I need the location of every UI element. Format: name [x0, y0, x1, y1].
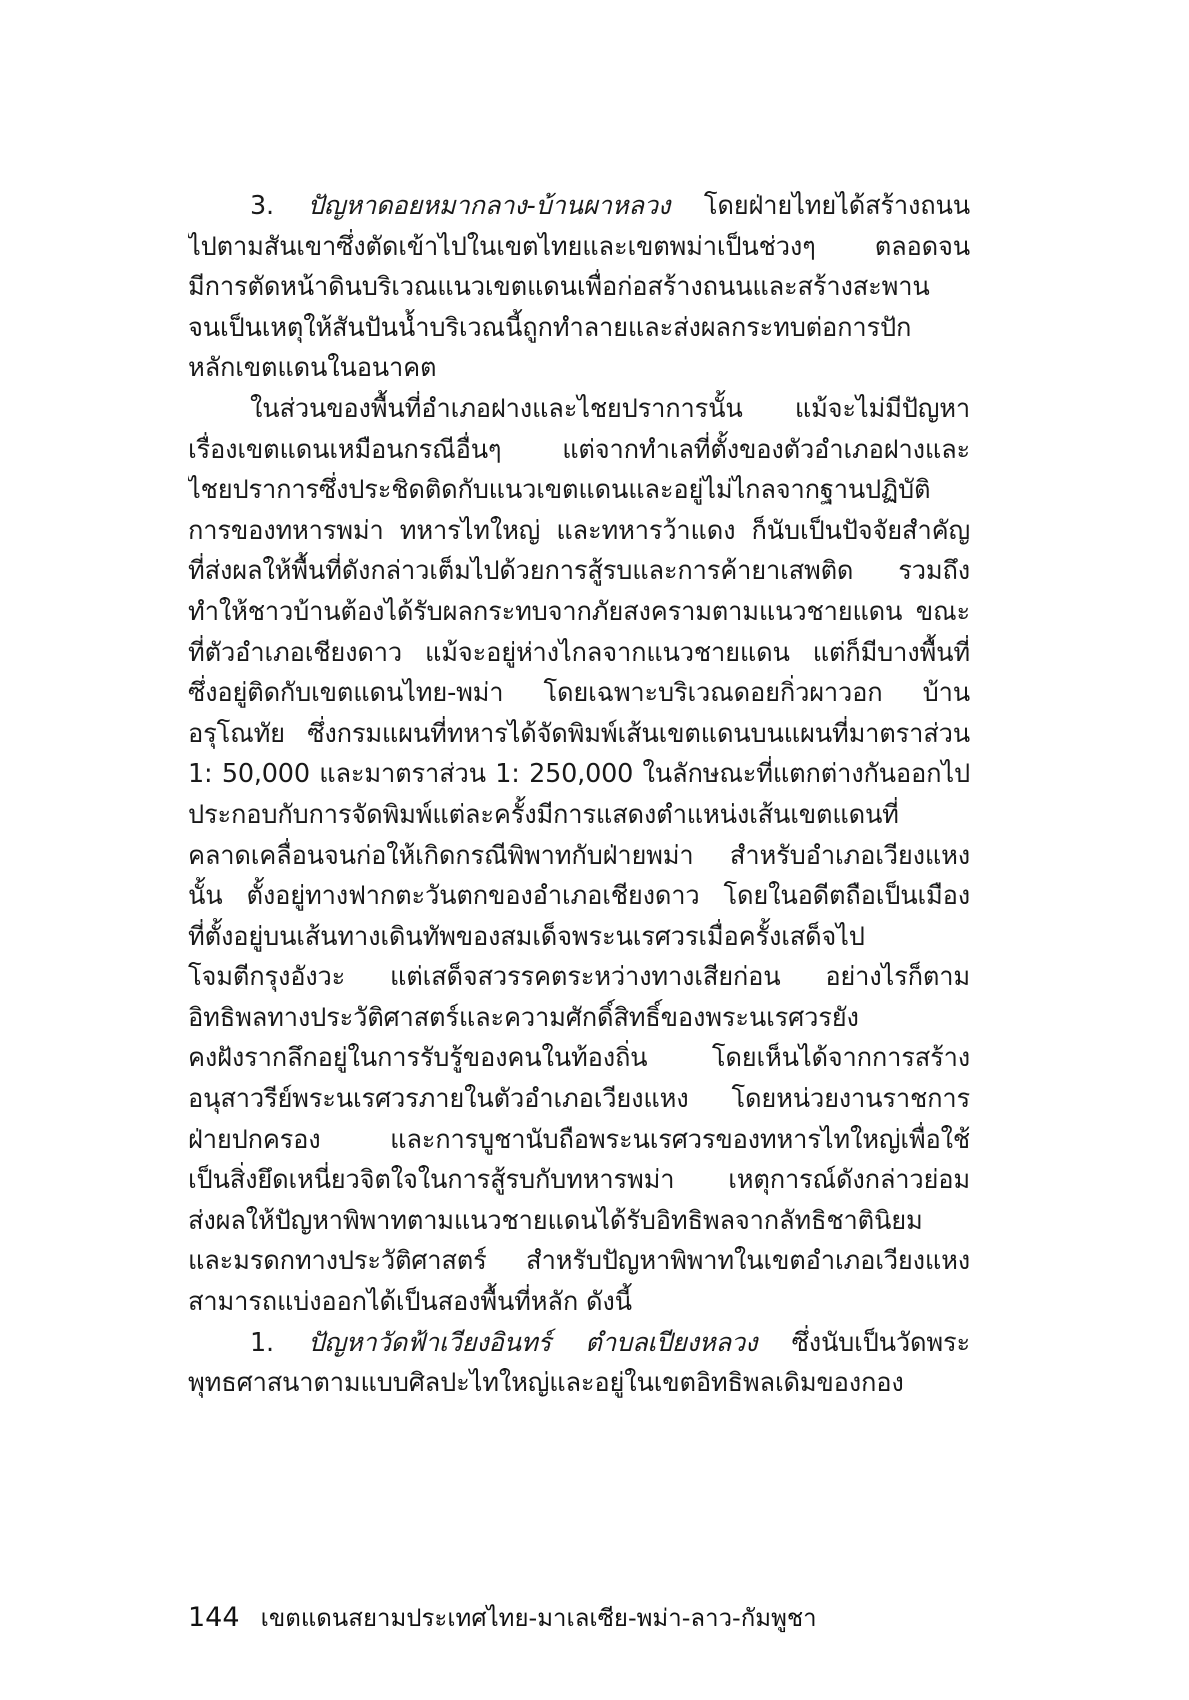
- text-line: 1: 50,000 และมาตราส่วน 1: 250,000 ในลักษณะที่แตกต่างกันออกไป: [188, 759, 970, 790]
- text-line: นั้น ตั้งอยู่ทางฟากตะวันตกของอำเภอเชียงดาว โดยในอดีตถือเป็นเมือง: [188, 881, 970, 912]
- text-line: หลักเขตแดนในอนาคต: [188, 353, 437, 384]
- text-fragment: ซึ่งนับเป็นวัดพระ: [791, 1327, 970, 1358]
- body-text: [188, 186, 970, 1404]
- text-line: [188, 1323, 970, 1364]
- text-line: ที่ตั้งอยู่บนเส้นทางเดินทัพของสมเด็จพระนเรศวรเมื่อครั้งเสด็จไป: [188, 921, 865, 952]
- text-line: [188, 186, 970, 227]
- text-line: คลาดเคลื่อนจนก่อให้เกิดกรณีพิพาทกับฝ่ายพม่า สำหรับอำเภอเวียงแหง: [188, 840, 970, 871]
- text-line: ประกอบกับการจัดพิมพ์แต่ละครั้งมีการแสดงตำแหน่งเส้นเขตแดนที่: [188, 799, 899, 830]
- text-line: และมรดกทางประวัติศาสตร์ สำหรับปัญหาพิพาทในเขตอำเภอเวียงแหง: [188, 1246, 970, 1277]
- text-line: มีการตัดหน้าดินบริเวณแนวเขตแดนเพื่อก่อสร้างถนนและสร้างสะพาน: [188, 272, 930, 303]
- text-line: ที่ตัวอำเภอเชียงดาว แม้จะอยู่ห่างไกลจากแนวชายแดน แต่ก็มีบางพื้นที่: [188, 637, 970, 668]
- text-line: อิทธิพลทางประวัติศาสตร์และความศักดิ์สิทธิ์ของพระนเรศวรยัง: [188, 1002, 859, 1033]
- section-title: ปัญหาวัดฟ้าเวียงอินทร์ ตำบลเปียงหลวง: [308, 1327, 758, 1358]
- text-line: เรื่องเขตแดนเหมือนกรณีอื่นๆ แต่จากทำเลที่ตั้งของตัวอำเภอฝางและ: [188, 434, 970, 465]
- section-title: ปัญหาดอยหมากลาง-บ้านผาหลวง: [307, 191, 671, 221]
- text-line: ซึ่งอยู่ติดกับเขตแดนไทย-พม่า โดยเฉพาะบริเวณดอยกิ่วผาวอก บ้าน: [188, 678, 970, 709]
- running-title: เขตแดนสยามประเทศไทย-มาเลเซีย-พม่า-ลาว-กัมพูชา: [260, 1604, 817, 1632]
- text-line: เป็นสิ่งยึดเหนี่ยวจิตใจในการสู้รบกับทหารพม่า เหตุการณ์ดังกล่าวย่อม: [188, 1165, 970, 1196]
- text-line: สามารถแบ่งออกได้เป็นสองพื้นที่หลัก ดังนี้: [188, 1287, 632, 1318]
- text-line: การของทหารพม่า ทหารไทใหญ่ และทหารว้าแดง ก็นับเป็นปัจจัยสำคัญ: [188, 515, 970, 546]
- item-number: 3.: [250, 191, 274, 221]
- text-line: อนุสาวรีย์พระนเรศวรภายในตัวอำเภอเวียงแหง โดยหน่วยงานราชการ: [188, 1084, 970, 1115]
- page-footer: [188, 1598, 817, 1637]
- text-line: ไชยปราการซึ่งประชิดติดกับแนวเขตแดนและอยู่ไม่ไกลจากฐานปฏิบัติ: [188, 475, 931, 506]
- text-line: ทำให้ชาวบ้านต้องได้รับผลกระทบจากภัยสงครามตามแนวชายแดน ขณะ: [188, 596, 970, 627]
- text-fragment: โดยฝ่ายไทยได้สร้างถนน: [703, 191, 970, 221]
- text-line: จนเป็นเหตุให้สันปันน้ำบริเวณนี้ถูกทำลายและส่งผลกระทบต่อการปัก: [188, 312, 912, 343]
- page-number: 144: [188, 1602, 240, 1633]
- text-line: ในส่วนของพื้นที่อำเภอฝางและไชยปราการนั้น แม้จะไม่มีปัญหา: [250, 393, 970, 424]
- text-line: คงฝังรากลึกอยู่ในการรับรู้ของคนในท้องถิ่น โดยเห็นได้จากการสร้าง: [188, 1043, 970, 1074]
- text-line: พุทธศาสนาตามแบบศิลปะไทใหญ่และอยู่ในเขตอิทธิพลเดิมของกอง: [188, 1368, 904, 1399]
- text-line: ส่งผลให้ปัญหาพิพาทตามแนวชายแดนได้รับอิทธิพลจากลัทธิชาตินิยม: [188, 1205, 923, 1236]
- item-number: 1.: [250, 1327, 274, 1358]
- text-line: ไปตามสันเขาซึ่งตัดเข้าไปในเขตไทยและเขตพม่าเป็นช่วงๆ ตลอดจน: [188, 231, 970, 262]
- text-line: อรุโณทัย ซึ่งกรมแผนที่ทหารได้จัดพิมพ์เส้นเขตแดนบนแผนที่มาตราส่วน: [188, 718, 970, 749]
- text-line: โจมตีกรุงอังวะ แต่เสด็จสวรรคตระหว่างทางเสียก่อน อย่างไรก็ตาม: [188, 962, 970, 993]
- text-line: ฝ่ายปกครอง และการบูชานับถือพระนเรศวรของทหารไทใหญ่เพื่อใช้: [188, 1124, 970, 1155]
- text-line: ที่ส่งผลให้พื้นที่ดังกล่าวเต็มไปด้วยการสู้รบและการค้ายาเสพติด รวมถึง: [188, 556, 970, 587]
